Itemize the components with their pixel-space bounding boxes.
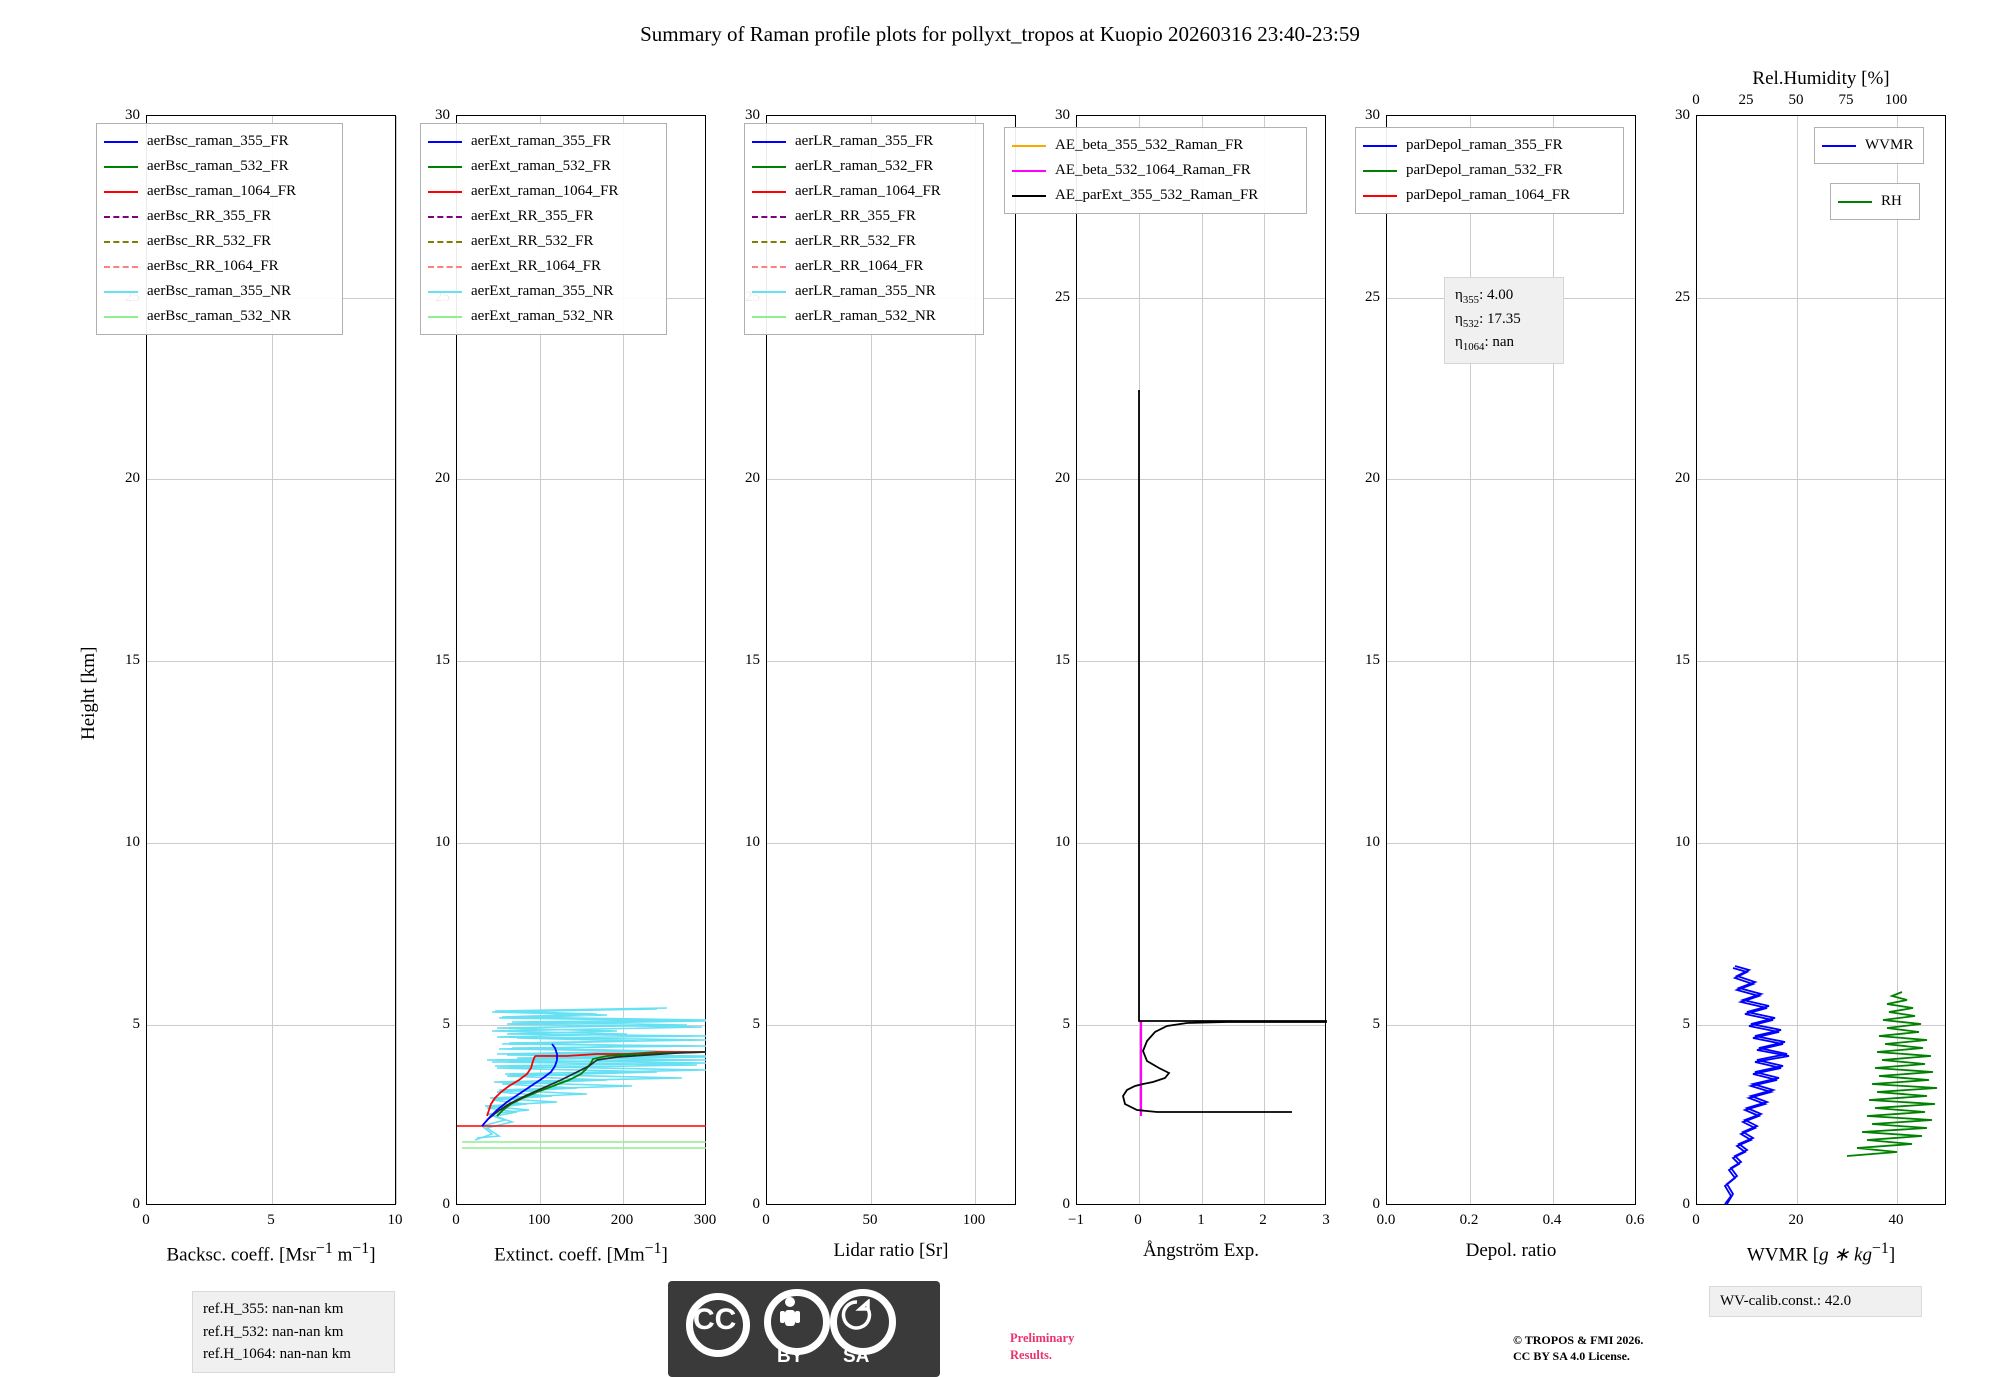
x-tick-label: 50 (862, 1212, 878, 1228)
y-tick-label: 30 (1675, 107, 1690, 123)
x-axis-label-extinction: Extinct. coeff. $[Mm^{-1}]$ (494, 1240, 668, 1266)
legend-swatch-line (104, 166, 138, 168)
legend-swatch-line (1012, 195, 1046, 197)
legend-item[interactable]: aerExt_raman_355_FR (428, 129, 659, 154)
y-tick-label: 30 (745, 107, 760, 123)
legend-item[interactable]: aerExt_RR_532_FR (428, 229, 659, 254)
x-tick-label: 0 (762, 1212, 770, 1228)
legend-swatch-line (1363, 170, 1397, 172)
y-tick-label: 0 (1372, 1196, 1380, 1212)
legend-item[interactable]: parDepol_raman_1064_FR (1363, 183, 1616, 208)
legend-angstrom[interactable] (1004, 127, 1307, 214)
x-axis-label-wvmr: WVMR [g ∗ $kg^{-1}$] (1746, 1240, 1896, 1266)
legend-swatch-line (1838, 201, 1872, 203)
x-axis-label-depol: Depol. ratio (1465, 1240, 1557, 1261)
y-tick-label: 5 (1372, 1016, 1380, 1032)
legend-rh[interactable] (1830, 183, 1920, 220)
legend-item[interactable]: aerLR_RR_532_FR (752, 229, 976, 254)
x-tick-label: 0 (142, 1212, 150, 1228)
y-tick-label: 0 (1062, 1196, 1070, 1212)
ref-h-355: ref.H_355: nan-nan km (203, 1301, 344, 1317)
x-tick-label: 100 (962, 1212, 986, 1228)
legend-item[interactable]: aerExt_raman_355_NR (428, 279, 659, 304)
y-tick-label: 30 (1365, 107, 1380, 123)
top-x-tick-label: 0 (1692, 92, 1700, 108)
legend-swatch-line (104, 291, 138, 293)
ref-height-box (192, 1291, 395, 1373)
legend-item[interactable]: aerBsc_raman_532_FR (104, 154, 335, 179)
legend-item[interactable]: aerLR_raman_532_FR (752, 154, 976, 179)
x-tick-label: 200 (610, 1212, 634, 1228)
wv-calib-const-box: WV-calib.const.: 42.0 (1709, 1286, 1922, 1317)
x-tick-label: 0 (1134, 1212, 1142, 1228)
y-tick-label: 25 (1675, 289, 1690, 305)
y-tick-label: 5 (1682, 1016, 1690, 1032)
legend-swatch-line (104, 191, 138, 193)
y-axis-label: Height [km] (78, 646, 99, 740)
y-tick-label: 10 (1365, 834, 1380, 850)
legend-extinction[interactable] (420, 123, 667, 335)
wvmr-rh-curves (1697, 116, 1947, 1206)
y-tick-label: 15 (745, 652, 760, 668)
legend-swatch-line (428, 166, 462, 168)
cc-by-label: BY (777, 1346, 804, 1367)
x-tick-label: 3 (1322, 1212, 1330, 1228)
legend-item[interactable]: aerBsc_raman_355_NR (104, 279, 335, 304)
y-tick-label: 5 (1062, 1016, 1070, 1032)
legend-swatch-line (428, 216, 462, 218)
cc-text: CC (693, 1303, 737, 1336)
legend-item[interactable]: WVMR (1822, 133, 1916, 158)
y-tick-label: 15 (125, 652, 140, 668)
y-tick-label: 20 (1055, 470, 1070, 486)
x-tick-label: 40 (1888, 1212, 1904, 1228)
y-tick-label: 20 (125, 470, 140, 486)
legend-item[interactable]: aerBsc_raman_1064_FR (104, 179, 335, 204)
top-x-tick-label: 75 (1838, 92, 1854, 108)
legend-swatch-line (1012, 145, 1046, 147)
legend-item[interactable]: aerBsc_raman_355_FR (104, 129, 335, 154)
legend-swatch-line (1363, 195, 1397, 197)
x-tick-label: 1 (1197, 1212, 1205, 1228)
y-tick-label: 0 (752, 1196, 760, 1212)
x-tick-label: 0.6 (1625, 1212, 1645, 1228)
legend-item[interactable]: aerLR_raman_532_NR (752, 304, 976, 329)
preliminary-line-1: Preliminary (1010, 1331, 1075, 1345)
y-tick-label: 10 (745, 834, 760, 850)
legend-item[interactable]: AE_parExt_355_532_Raman_FR (1012, 183, 1299, 208)
preliminary-line-2: Results. (1010, 1347, 1053, 1362)
x-tick-label: 0.0 (1376, 1212, 1396, 1228)
x-tick-label: 0 (1692, 1212, 1700, 1228)
legend-swatch-line (1822, 145, 1856, 147)
legend-swatch-line (428, 291, 462, 293)
legend-backscatter[interactable] (96, 123, 343, 335)
ref-h-1064: ref.H_1064: nan-nan km (203, 1346, 351, 1362)
y-tick-label: 30 (435, 107, 450, 123)
legend-item[interactable]: aerExt_RR_355_FR (428, 204, 659, 229)
y-tick-label: 15 (435, 652, 450, 668)
legend-swatch-line (1363, 145, 1397, 147)
legend-item[interactable]: aerLR_raman_355_FR (752, 129, 976, 154)
y-tick-label: 20 (745, 470, 760, 486)
legend-item[interactable]: aerLR_raman_1064_FR (752, 179, 976, 204)
y-tick-label: 5 (442, 1016, 450, 1032)
legend-item[interactable]: aerLR_raman_355_NR (752, 279, 976, 304)
y-tick-label: 5 (752, 1016, 760, 1032)
legend-item[interactable]: parDepol_raman_355_FR (1363, 133, 1616, 158)
y-tick-label: 10 (1675, 834, 1690, 850)
x-tick-label: 100 (527, 1212, 551, 1228)
copyright-line-2: CC BY SA 4.0 License. (1513, 1349, 1630, 1364)
cc-license-logo (668, 1281, 940, 1377)
legend-swatch-line (752, 216, 786, 218)
y-tick-label: 0 (132, 1196, 140, 1212)
y-tick-label: 0 (1682, 1196, 1690, 1212)
top-x-axis-label-rh: Rel.Humidity [%] (1752, 68, 1890, 89)
legend-item[interactable]: aerExt_raman_532_FR (428, 154, 659, 179)
legend-swatch-line (752, 291, 786, 293)
copyright-line-1: © TROPOS & FMI 2026. (1513, 1333, 1644, 1347)
y-tick-label: 20 (435, 470, 450, 486)
top-x-tick-label: 50 (1788, 92, 1804, 108)
y-tick-label: 20 (1365, 470, 1380, 486)
x-tick-label: 0.2 (1459, 1212, 1479, 1228)
legend-swatch-line (428, 266, 462, 268)
legend-swatch-line (752, 166, 786, 168)
legend-item[interactable]: aerExt_RR_1064_FR (428, 254, 659, 279)
legend-item[interactable]: AE_beta_355_532_Raman_FR (1012, 133, 1299, 158)
legend-swatch-line (104, 141, 138, 143)
x-axis-label-backscatter: Backsc. coeff. [Msr$^{-1}$ $m^{-1}$] (166, 1240, 376, 1266)
legend-swatch-line (428, 191, 462, 193)
legend-swatch-line (752, 241, 786, 243)
legend-swatch-line (1012, 170, 1046, 172)
legend-item[interactable]: aerBsc_RR_355_FR (104, 204, 335, 229)
y-tick-label: 10 (1055, 834, 1070, 850)
y-tick-label: 30 (125, 107, 140, 123)
legend-swatch-line (104, 316, 138, 318)
y-tick-label: 0 (442, 1196, 450, 1212)
y-tick-label: 15 (1365, 652, 1380, 668)
chart-panel-wvmr-rh (1696, 115, 1946, 1205)
legend-swatch-line (428, 241, 462, 243)
page-title: Summary of Raman profile plots for pollyxt_tropos at Kuopio 20260316 23:40-23:59 (640, 22, 1360, 46)
y-tick-label: 10 (435, 834, 450, 850)
legend-lidar-ratio[interactable] (744, 123, 984, 335)
legend-swatch-line (752, 316, 786, 318)
y-tick-label: 25 (1055, 289, 1070, 305)
x-tick-label: −1 (1068, 1212, 1084, 1228)
x-tick-label: 5 (267, 1212, 275, 1228)
x-tick-label: 300 (693, 1212, 717, 1228)
legend-item[interactable]: aerLR_RR_1064_FR (752, 254, 976, 279)
x-tick-label: 0 (452, 1212, 460, 1228)
legend-swatch-line (104, 241, 138, 243)
eta-annotation-box (1444, 277, 1564, 364)
chart-panel-angstrom (1076, 115, 1326, 1205)
legend-swatch-line (104, 266, 138, 268)
legend-item[interactable]: aerBsc_raman_532_NR (104, 304, 335, 329)
x-axis-label-angstrom: Ångström Exp. (1142, 1240, 1260, 1261)
legend-item[interactable]: aerExt_raman_1064_FR (428, 179, 659, 204)
y-tick-label: 25 (1365, 289, 1380, 305)
legend-wvmr[interactable] (1814, 127, 1924, 164)
legend-swatch-line (428, 141, 462, 143)
y-tick-label: 5 (132, 1016, 140, 1032)
cc-sa-label: SA (843, 1346, 870, 1367)
legend-swatch-line (752, 266, 786, 268)
eta-532-row: $\eta_{532}$: 17.35 (1455, 310, 1521, 330)
legend-item[interactable]: RH (1838, 189, 1912, 214)
eta-1064-row: $\eta_{1064}$: nan (1455, 334, 1515, 354)
y-tick-label: 30 (1055, 107, 1070, 123)
legend-swatch-line (428, 316, 462, 318)
x-tick-label: 2 (1259, 1212, 1267, 1228)
y-tick-label: 15 (1675, 652, 1690, 668)
legend-depol[interactable] (1355, 127, 1624, 214)
angstrom-curves (1077, 116, 1327, 1206)
x-tick-label: 10 (387, 1212, 403, 1228)
legend-item[interactable]: aerExt_raman_532_NR (428, 304, 659, 329)
legend-item[interactable]: AE_beta_532_1064_Raman_FR (1012, 158, 1299, 183)
x-tick-label: 0.4 (1542, 1212, 1562, 1228)
legend-item[interactable]: parDepol_raman_532_FR (1363, 158, 1616, 183)
x-axis-label-lidar-ratio: Lidar ratio [Sr] (833, 1240, 949, 1261)
top-x-tick-label: 100 (1884, 92, 1908, 108)
legend-swatch-line (752, 141, 786, 143)
y-tick-label: 15 (1055, 652, 1070, 668)
legend-swatch-line (752, 191, 786, 193)
legend-swatch-line (104, 216, 138, 218)
y-tick-label: 20 (1675, 470, 1690, 486)
preliminary-notice (1010, 1330, 1074, 1364)
x-tick-label: 20 (1788, 1212, 1804, 1228)
top-x-tick-label: 25 (1738, 92, 1754, 108)
legend-item[interactable]: aerBsc_RR_532_FR (104, 229, 335, 254)
legend-item[interactable]: aerBsc_RR_1064_FR (104, 254, 335, 279)
legend-item[interactable]: aerLR_RR_355_FR (752, 204, 976, 229)
ref-h-532: ref.H_532: nan-nan km (203, 1323, 344, 1340)
eta-355-row: $\eta_{355}$: 4.00 (1455, 287, 1514, 306)
y-tick-label: 10 (125, 834, 140, 850)
